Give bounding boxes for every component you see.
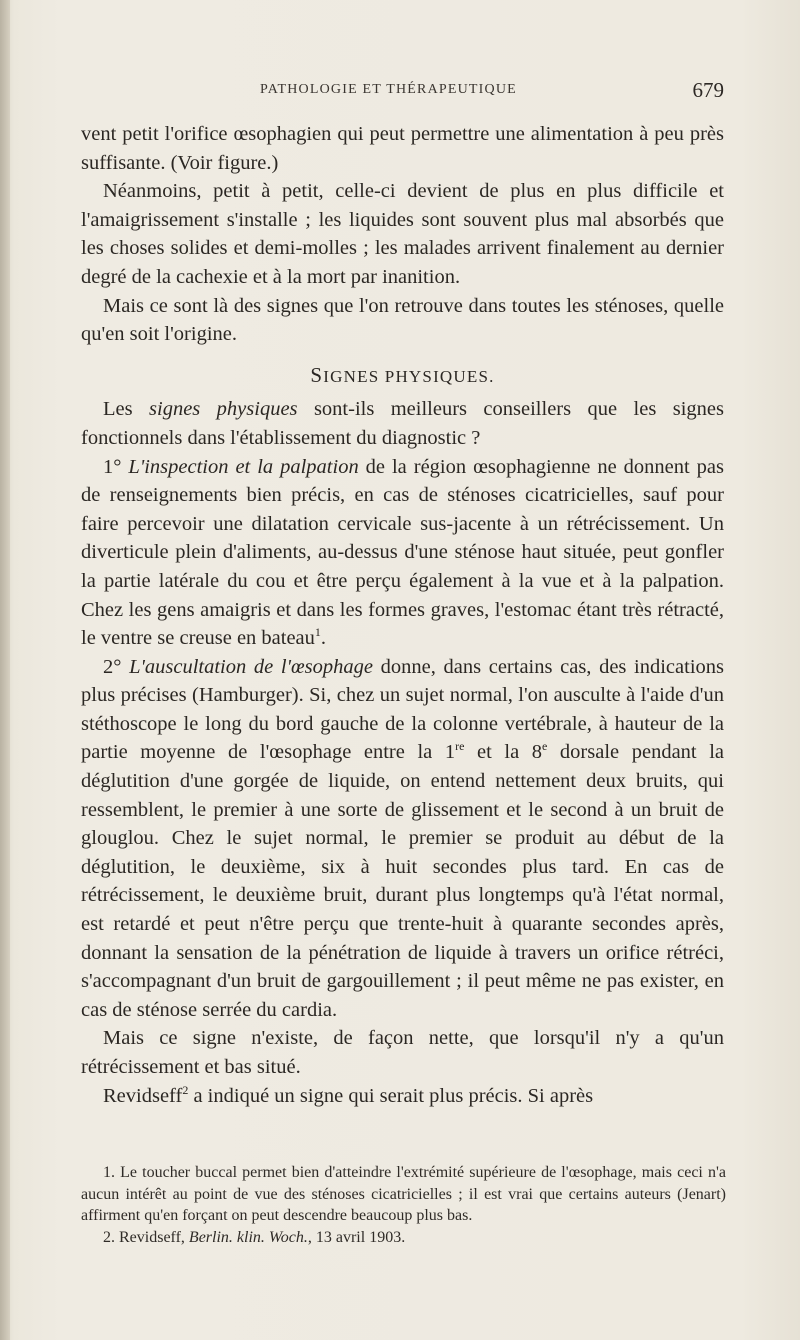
paragraph-6	[81, 653, 724, 1025]
paragraph-3: Mais ce sont là des signes que l'on retrouve dans toutes les sténoses, quelle qu'en soit l'origine.	[81, 294, 724, 346]
section-heading-rest: IGNES PHYSIQUES.	[323, 366, 495, 386]
paragraph-5-rest: de la région œsophagienne ne donnent pas de renseignements bien précis, en cas de sténoses cicatricielles, sauf pour faire percevoir une dilatation cervicale sus-jacente à un rétrécissement. Un diverticule plein d'aliments, au-dessus d'une sténose haut située, peut gonfler la partie latérale du cou et être perçu également à la vue et à la palpation. Chez les gens amaigris et dans les formes graves, l'estomac étant très rétracté, le ventre se creuse en bateau	[81, 455, 724, 650]
page-binding-edge	[0, 0, 10, 1340]
main-text	[81, 120, 724, 1110]
paragraph-8-rest: a indiqué un signe qui serait plus précis. Si après	[188, 1084, 594, 1107]
paragraph-6-text-a: donne, dans certains cas, des indications plus précises (Hamburger). Si, chez un sujet normal, l'on ausculte à l'aide d'un stéthoscope le long du bord gauche de la colonne vertébrale, à hauteur de la partie moyenne de l'œsophage entre la 1	[81, 655, 724, 764]
paragraph-6-emphasis: L'auscultation de l'œsophage	[129, 655, 373, 678]
paragraph-8-start: Revidseff	[103, 1084, 183, 1107]
paragraph-4-rest: sont-ils meilleurs conseillers que les signes fonctionnels dans l'établissement du diagnostic ?	[81, 398, 724, 449]
paragraph-5-end: .	[320, 627, 327, 650]
section-heading-initial: S	[310, 362, 324, 387]
paragraph-6-number: 2°	[103, 655, 130, 678]
paragraph-6-text-b: et la 8	[464, 741, 543, 764]
page-number: 679	[692, 78, 724, 102]
paragraph-5-emphasis: L'inspection et la palpation	[128, 455, 359, 478]
paragraph-2: Néanmoins, petit à petit, celle-ci devient de plus en plus difficile et l'amaigrissement s'installe ; les liquides sont souvent plus mal absorbés que les choses solides et demi-molles ; les malades arrivent finalement au dernier degré de la cachexie et à la mort par inanition.	[81, 180, 724, 288]
paragraph-6-text-c: dorsale pendant la déglutition d'une gorgée de liquide, on entend nettement deux bruits, qui ressemblent, le premier à une sorte de glissement et le second à un bruit de glouglou. Chez le sujet normal, le premier se produit au début de la déglutition, le deuxième, six à huit secondes plus tard. En cas de rétrécissement, le deuxième bruit, durant plus longtemps qu'à l'état normal, est retardé et peut n'être perçu que trente-huit à quarante secondes après, donnant la sensation de la pénétration de liquide à travers un orifice rétréci, s'accompagnant d'un bruit de gargouillement ; il peut même ne pas exister, en cas de sténose serrée du cardia.	[81, 741, 724, 1021]
footnote-2	[81, 1227, 726, 1249]
paragraph-4-emphasis: signes physiques	[149, 398, 298, 421]
footnotes	[81, 1162, 726, 1248]
footnote-ref-1: 1	[314, 625, 321, 640]
page-header	[82, 78, 726, 106]
running-head: PATHOLOGIE ET THÉRAPEUTIQUE	[260, 82, 517, 97]
paragraph-7: Mais ce signe n'existe, de façon nette, que lorsqu'il n'y a qu'un rétrécissement et bas situé.	[81, 1027, 724, 1078]
paragraph-8	[81, 1082, 724, 1111]
paragraph-4-start: Les	[103, 398, 150, 421]
paragraph-1: vent petit l'orifice œsophagien qui peut permettre une alimentation à peu près suffisante. (Voir figure.)	[81, 123, 724, 174]
ordinal-superscript-2: e	[542, 739, 548, 754]
paragraph-5-number: 1°	[103, 455, 129, 478]
paragraph-5	[81, 453, 724, 653]
footnote-2-end: , 13 avril 1903.	[307, 1228, 406, 1246]
footnote-2-start: 2. Revidseff,	[103, 1228, 189, 1246]
footnote-ref-2: 2	[182, 1082, 189, 1097]
ordinal-superscript-1: re	[455, 739, 465, 754]
footnote-1: 1. Le toucher buccal permet bien d'atteindre l'extrémité supérieure de l'œsophage, mais ceci n'a aucun intérêt au point de vue des sténoses cicatricielles ; il est vrai que certains auteurs (Jenart) affirment qu'en forçant on peut descendre beaucoup plus bas.	[81, 1164, 726, 1224]
section-heading	[81, 361, 724, 392]
paragraph-4	[81, 395, 724, 452]
footnote-2-journal: Berlin. klin. Woch.	[188, 1228, 308, 1246]
